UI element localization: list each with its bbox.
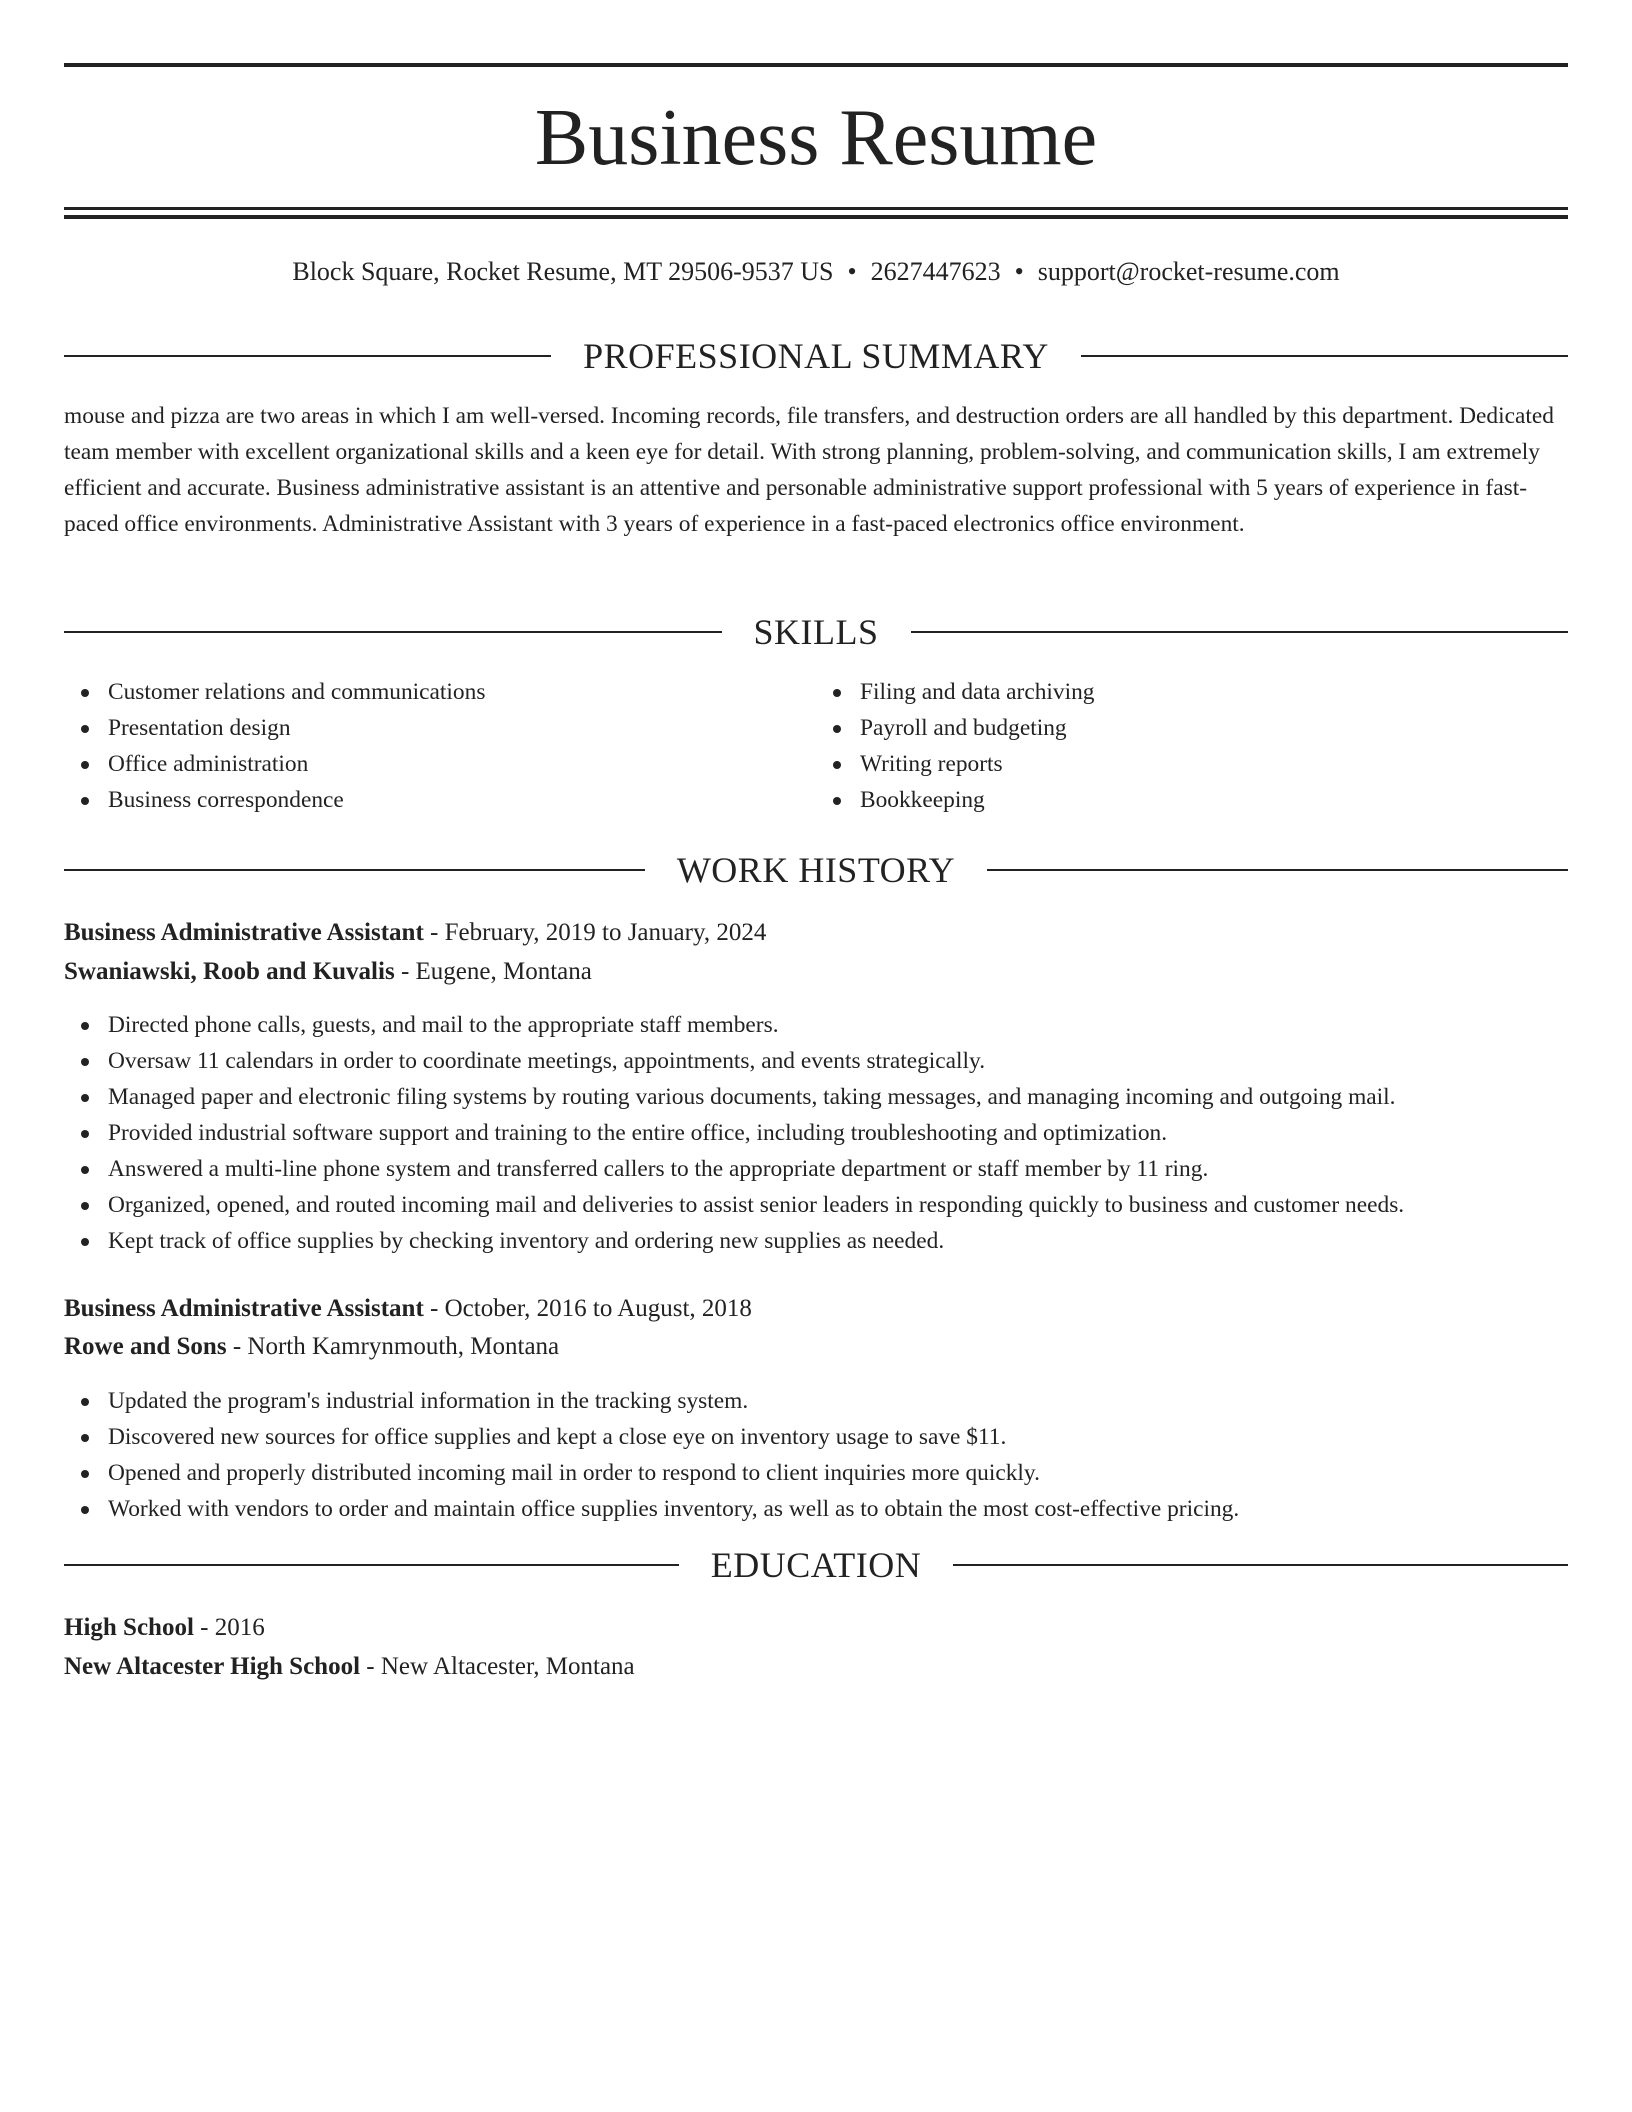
dash: - [193, 1614, 215, 1641]
job-bullet: Oversaw 11 calendars in order to coordinate meetings, appointments, and events strategically. [108, 1043, 1568, 1079]
job-bullet: Kept track of office supplies by checking inventory and ordering new supplies as needed. [108, 1223, 1568, 1259]
job-title: Business Administrative Assistant [64, 919, 424, 946]
education-school: New Altacester High School [64, 1653, 361, 1680]
heading-rule [64, 869, 645, 871]
job-bullet: Organized, opened, and routed incoming mail and deliveries to assist senior leaders in responding quickly to business and customer needs. [108, 1187, 1568, 1223]
skill-item: Writing reports [860, 746, 1568, 782]
education-degree-line [64, 1610, 1568, 1646]
job-company-line [64, 1329, 1568, 1365]
skills-heading-label: SKILLS [753, 612, 879, 652]
dash: - [394, 958, 416, 985]
job-title: Business Administrative Assistant [64, 1295, 424, 1322]
job-bullet: Worked with vendors to order and maintain office supplies inventory, as well as to obtain the most cost-effective pricing. [108, 1491, 1568, 1527]
heading-rule [64, 631, 722, 633]
heading-rule [987, 869, 1568, 871]
contact-email: support@rocket-resume.com [1037, 257, 1340, 286]
resume-title: Business Resume [534, 94, 1098, 182]
title-rule-lower [64, 215, 1568, 219]
work-heading-label: WORK HISTORY [676, 850, 956, 890]
skill-item: Presentation design [108, 710, 816, 746]
job-bullet: Provided industrial software support and training to the entire office, including troubleshooting and optimization. [108, 1115, 1568, 1151]
education-heading-label: EDUCATION [710, 1545, 922, 1585]
dash: - [423, 1295, 445, 1322]
top-rule [64, 63, 1568, 67]
job-company-line [64, 954, 1568, 990]
contact-address: Block Square, Rocket Resume, MT 29506-9537 US [292, 257, 834, 286]
heading-rule [911, 631, 1569, 633]
skills-column-right [816, 674, 1568, 818]
skills-list [64, 674, 1568, 818]
dash: - [423, 919, 445, 946]
job-title-line [64, 1291, 1568, 1327]
summary-heading-label: PROFESSIONAL SUMMARY [583, 336, 1049, 376]
contact-line [64, 254, 1568, 290]
heading-rule [953, 1564, 1568, 1566]
dash: - [360, 1653, 381, 1680]
work-section-heading [64, 848, 1568, 892]
contact-phone: 2627447623 [870, 257, 1001, 286]
education-section-heading [64, 1543, 1568, 1587]
education-location: New Altacester, Montana [380, 1653, 635, 1680]
job-bullet: Answered a multi-line phone system and transferred callers to the appropriate department or staff member by 11 ring. [108, 1151, 1568, 1187]
job-location: Eugene, Montana [415, 958, 592, 985]
job-bullet: Managed paper and electronic filing systems by routing various documents, taking messages, and managing incoming and outgoing mail. [108, 1079, 1568, 1115]
job-bullet: Directed phone calls, guests, and mail to the appropriate staff members. [108, 1007, 1568, 1043]
job-company: Rowe and Sons [64, 1333, 227, 1360]
job-title-line [64, 915, 1568, 951]
job-bullets [64, 1383, 1568, 1527]
skills-column-left [64, 674, 816, 818]
summary-section-heading [64, 334, 1568, 378]
job-location: North Kamrynmouth, Montana [247, 1333, 560, 1360]
skill-item: Office administration [108, 746, 816, 782]
job-company: Swaniawski, Roob and Kuvalis [64, 958, 395, 985]
skill-item: Payroll and budgeting [860, 710, 1568, 746]
heading-rule [64, 355, 551, 357]
contact-separator: • [847, 257, 857, 286]
heading-rule [1081, 355, 1568, 357]
skill-item: Bookkeeping [860, 782, 1568, 818]
job-bullets [64, 1007, 1568, 1259]
skill-item: Customer relations and communications [108, 674, 816, 710]
skill-item: Filing and data archiving [860, 674, 1568, 710]
education-degree: High School [64, 1614, 194, 1641]
job-dates: February, 2019 to January, 2024 [444, 919, 767, 946]
summary-text: mouse and pizza are two areas in which I am well-versed. Incoming records, file transfers, and destruction orders are all handled by this department. Dedicated team member with excellent organizational skills and a keen eye for detail. With strong planning, problem-solving, and communication skills, I am extremely efficient and accurate. Business administrative assistant is an attentive and personable administrative support professional with 5 years of experience in fast-paced office environments. Administrative Assistant with 3 years of experience in a fast-paced electronics office environment. [64, 403, 1554, 537]
contact-separator: • [1014, 257, 1024, 286]
skills-section-heading [64, 610, 1568, 654]
education-school-line [64, 1649, 1568, 1685]
job-dates: October, 2016 to August, 2018 [444, 1295, 752, 1322]
dash: - [226, 1333, 248, 1360]
skill-item: Business correspondence [108, 782, 816, 818]
title-rule-upper [64, 207, 1568, 210]
education-year: 2016 [214, 1614, 265, 1641]
job-bullet: Opened and properly distributed incoming mail in order to respond to client inquiries more quickly. [108, 1455, 1568, 1491]
heading-rule [64, 1564, 679, 1566]
job-bullet: Updated the program's industrial information in the tracking system. [108, 1383, 1568, 1419]
job-bullet: Discovered new sources for office supplies and kept a close eye on inventory usage to save $11. [108, 1419, 1568, 1455]
